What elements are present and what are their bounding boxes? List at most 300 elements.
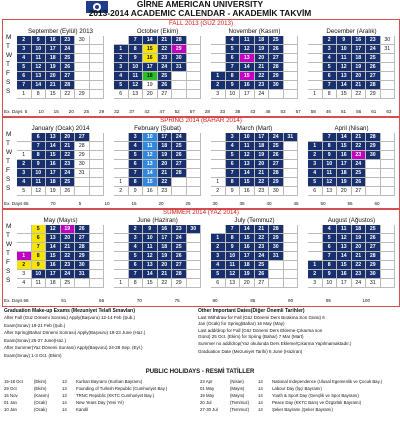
calendar-day-cell: 19 xyxy=(158,252,173,261)
calendar-day-cell: 5 xyxy=(226,45,241,54)
calendar-day-cell xyxy=(75,279,90,288)
calendar-day-cell: 3 xyxy=(17,45,32,54)
calendar-day-cell: 20 xyxy=(158,261,173,270)
calendar-day-cell: 23 xyxy=(255,81,270,90)
calendar-day-cell xyxy=(308,81,323,90)
calendar-day-cell: 1 xyxy=(114,279,129,288)
calendar-day-cell xyxy=(172,81,187,90)
calendar-day-cell: 28 xyxy=(61,81,76,90)
calendar-day-cell: 14 xyxy=(143,270,158,279)
calendar-day-cell: 27 xyxy=(269,54,284,63)
ex-day-count: 95 xyxy=(325,298,331,303)
holiday-num: 14 xyxy=(258,379,263,384)
dates-line: Last Withdraw for Fall (Güz Dönemi Ders Bırakma Son Günü) 6 xyxy=(198,315,325,320)
calendar-day-cell: 19 xyxy=(352,234,367,243)
calendar-day-cell: 30 xyxy=(75,160,90,169)
calendar-day-cell: 5 xyxy=(211,270,226,279)
calendar-day-cell xyxy=(284,279,299,288)
calendar-day-cell: 22 xyxy=(61,90,76,99)
calendar-day-cell xyxy=(114,270,129,279)
calendar-day-cell: 7 xyxy=(226,169,241,178)
calendar-day-cell: 20 xyxy=(352,72,367,81)
calendar-day-cell: 16 xyxy=(143,187,158,196)
calendar-day-cell: 17 xyxy=(158,234,173,243)
calendar-day-cell: 22 xyxy=(255,178,270,187)
calendar-day-cell: 4 xyxy=(323,54,338,63)
calendar-day-cell: 22 xyxy=(61,252,76,261)
holiday-num: 14 xyxy=(258,407,263,412)
calendar-day-cell xyxy=(187,142,202,151)
calendar-day-cell xyxy=(381,63,396,72)
calendar-day-cell: 23 xyxy=(61,261,76,270)
calendar-day-cell: 20 xyxy=(240,279,255,288)
calendar-day-cell xyxy=(90,54,105,63)
calendar-day-cell: 20 xyxy=(158,160,173,169)
calendar-day-cell: 11 xyxy=(240,142,255,151)
calendar-day-cell: 10 xyxy=(32,270,47,279)
ex-day-count: 20 xyxy=(68,109,74,114)
ex-day-count: 38 xyxy=(235,109,241,114)
calendar-day-cell xyxy=(381,243,396,252)
calendar-day-cell: 29 xyxy=(269,72,284,81)
holiday-date: 27-30 Jul xyxy=(200,407,218,412)
calendar-day-cell xyxy=(17,142,32,151)
calendar-day-cell xyxy=(90,45,105,54)
calendar-day-cell: 22 xyxy=(352,142,367,151)
calendar-day-cell xyxy=(187,187,202,196)
holiday-desc: Kandil xyxy=(76,407,88,412)
ex-day-count: 75 xyxy=(174,298,180,303)
calendar-day-cell: 25 xyxy=(61,178,76,187)
calendar-day-cell xyxy=(308,63,323,72)
calendar-day-cell: 31 xyxy=(269,252,284,261)
calendar-day-cell xyxy=(75,187,90,196)
calendar-day-cell: 13 xyxy=(143,261,158,270)
calendar-day-cell: 4 xyxy=(308,169,323,178)
ex-day-count: 40 xyxy=(266,201,272,206)
calendar-day-cell xyxy=(211,160,226,169)
calendar-day-cell xyxy=(114,151,129,160)
calendar-day-cell: 23 xyxy=(61,160,76,169)
calendar-day-cell: 14 xyxy=(337,133,352,142)
calendar-day-cell: 7 xyxy=(129,169,144,178)
calendar-day-cell: 28 xyxy=(75,142,90,151)
calendar-day-cell: 6 xyxy=(129,261,144,270)
calendar-day-cell: 25 xyxy=(269,36,284,45)
calendar-day-cell: 21 xyxy=(352,252,367,261)
calendar-day-cell xyxy=(284,261,299,270)
calendar-day-cell xyxy=(90,151,105,160)
calendar-day-cell xyxy=(172,72,187,81)
calendar-day-cell xyxy=(114,133,129,142)
calendar-day-cell: 21 xyxy=(158,169,173,178)
calendar-day-cell: 10 xyxy=(32,45,47,54)
calendar-day-cell: 30 xyxy=(187,225,202,234)
calendar-day-cell: 1 xyxy=(114,45,129,54)
holiday-row xyxy=(4,406,194,413)
calendar-day-cell: 19 xyxy=(255,151,270,160)
month-grid xyxy=(308,225,395,288)
calendar-day-cell: 29 xyxy=(75,90,90,99)
calendar-day-cell: 6 xyxy=(323,72,338,81)
calendar-day-cell xyxy=(269,90,284,99)
calendar-day-cell: 21 xyxy=(46,81,61,90)
calendar-day-cell: 14 xyxy=(32,81,47,90)
holiday-month: (Ekim) xyxy=(34,379,47,384)
calendar-day-cell: 18 xyxy=(255,142,270,151)
calendar-day-cell: 16 xyxy=(240,243,255,252)
ex-day-count: 58 xyxy=(310,109,316,114)
calendar-day-cell: 6 xyxy=(211,279,226,288)
calendar-day-cell: 11 xyxy=(337,225,352,234)
calendar-day-cell: 27 xyxy=(75,234,90,243)
calendar-day-cell: 8 xyxy=(226,234,241,243)
calendar-day-cell: 28 xyxy=(172,270,187,279)
calendar-day-cell: 29 xyxy=(172,279,187,288)
calendar-day-cell: 1 xyxy=(17,90,32,99)
calendar-day-cell xyxy=(308,243,323,252)
calendar-day-cell: 19 xyxy=(46,187,61,196)
graduation-makeup-exams xyxy=(4,308,194,360)
month-name: June (Haziran) xyxy=(137,217,178,224)
calendar-day-cell xyxy=(381,133,396,142)
ex-day-count: 57 xyxy=(295,109,301,114)
calendar-day-cell: 12 xyxy=(240,151,255,160)
calendar-day-cell xyxy=(114,36,129,45)
calendar-day-cell: 23 xyxy=(158,187,173,196)
calendar-day-cell: 8 xyxy=(323,261,338,270)
month-grid xyxy=(211,225,298,288)
holiday-num: 14 xyxy=(62,407,67,412)
calendar-day-cell: 22 xyxy=(255,234,270,243)
calendar-day-cell xyxy=(90,252,105,261)
calendar-day-cell: 17 xyxy=(46,270,61,279)
calendar-day-cell: 26 xyxy=(352,178,367,187)
holiday-month: (Temmuz) xyxy=(230,407,250,412)
calendar-day-cell xyxy=(114,160,129,169)
calendar-day-cell: 23 xyxy=(352,151,367,160)
calendar-day-cell xyxy=(308,252,323,261)
calendar-day-cell xyxy=(284,178,299,187)
holiday-date: 19 May xyxy=(200,393,215,398)
calendar-day-cell: 8 xyxy=(32,151,47,160)
month-name: November (Kasım) xyxy=(228,28,281,35)
day-label: W xyxy=(6,241,13,248)
calendar-day-cell xyxy=(211,63,226,72)
calendar-day-cell: 31 xyxy=(172,63,187,72)
calendar-day-cell: 26 xyxy=(269,151,284,160)
calendar-day-cell xyxy=(381,160,396,169)
calendar-day-cell: 15 xyxy=(46,151,61,160)
calendar-day-cell xyxy=(284,54,299,63)
calendar-day-cell: 9 xyxy=(32,261,47,270)
ex-day-count: 45 xyxy=(293,201,299,206)
calendar-day-cell xyxy=(172,178,187,187)
ex-day-count: 80 xyxy=(212,298,218,303)
holiday-row xyxy=(200,406,396,413)
holiday-desc: National Independence (Ulusal Egemenlik ve Çocuk Bay.) xyxy=(272,379,383,384)
calendar-day-cell: 15 xyxy=(143,178,158,187)
holiday-month: (Temmuz) xyxy=(230,400,250,405)
calendar-day-cell xyxy=(75,178,90,187)
calendar-day-cell: 24 xyxy=(61,270,76,279)
calendar-day-cell: 12 xyxy=(32,63,47,72)
calendar-day-cell: 31 xyxy=(284,133,299,142)
holiday-desc: New Years Day (Yeni Yıl) xyxy=(76,400,124,405)
calendar-day-cell: 7 xyxy=(17,81,32,90)
calendar-day-cell: 23 xyxy=(61,36,76,45)
calendar-day-cell: 24 xyxy=(269,133,284,142)
calendar-day-cell: 26 xyxy=(255,270,270,279)
ex-day-count: 42 xyxy=(144,109,150,114)
calendar-day-cell xyxy=(381,234,396,243)
calendar-day-cell: 21 xyxy=(61,142,76,151)
day-label: M xyxy=(6,34,12,41)
calendar-day-cell: 4 xyxy=(226,36,241,45)
calendar-day-cell xyxy=(90,270,105,279)
calendar-day-cell: 12 xyxy=(143,252,158,261)
calendar-day-cell: 20 xyxy=(352,243,367,252)
calendar-day-cell: 9 xyxy=(323,151,338,160)
calendar-day-cell: 14 xyxy=(240,63,255,72)
holiday-row xyxy=(200,392,396,399)
calendar-day-cell xyxy=(269,261,284,270)
calendar-day-cell: 11 xyxy=(32,178,47,187)
calendar-day-cell xyxy=(308,36,323,45)
calendar-day-cell: 11 xyxy=(240,36,255,45)
day-label: S xyxy=(6,79,11,86)
semester-title: SUMMER 2014 (YAZ 2014) xyxy=(163,209,239,216)
calendar-day-cell: 6 xyxy=(226,160,241,169)
calendar-day-cell xyxy=(90,72,105,81)
day-label: S xyxy=(6,277,11,284)
ex-day-count: 15 xyxy=(131,201,137,206)
calendar-day-cell: 13 xyxy=(129,90,144,99)
calendar-day-cell xyxy=(381,90,396,99)
day-label: T xyxy=(6,232,10,239)
calendar-day-cell: 7 xyxy=(32,243,47,252)
calendar-day-cell: 5 xyxy=(17,187,32,196)
calendar-day-cell: 18 xyxy=(255,36,270,45)
semester-title: SPRING 2014 (BAHAR 2014) xyxy=(160,117,242,124)
calendar-day-cell: 24 xyxy=(61,45,76,54)
calendar-day-cell xyxy=(17,133,32,142)
calendar-day-cell: 30 xyxy=(172,54,187,63)
calendar-day-cell: 18 xyxy=(352,54,367,63)
calendar-day-cell: 11 xyxy=(32,279,47,288)
calendar-day-cell xyxy=(308,54,323,63)
holiday-date: 29 Oct xyxy=(4,386,17,391)
calendar-day-cell: 12 xyxy=(337,63,352,72)
ex-day-count: 51 xyxy=(340,109,347,114)
calendar-day-cell: 13 xyxy=(32,72,47,81)
calendar-day-cell: 25 xyxy=(61,279,76,288)
makeup-line: After Summer(Yaz Dönemi Sonrası) Apply(Başvuru) 24-28 Sep. (Eyl.) xyxy=(4,345,143,350)
calendar-day-cell xyxy=(17,234,32,243)
public-holidays-title: PUBLIC HOLIDAYS - RESMİ TATİLLER xyxy=(145,369,255,375)
calendar-day-cell: 14 xyxy=(143,36,158,45)
calendar-day-cell: 30 xyxy=(269,187,284,196)
calendar-day-cell: 31 xyxy=(366,279,381,288)
calendar-day-cell: 27 xyxy=(172,261,187,270)
calendar-title: 2013-2014 ACADEMIC CALENDAR - AKADEMİK TAKVİM xyxy=(88,8,312,18)
calendar-day-cell xyxy=(90,178,105,187)
calendar-day-cell: 7 xyxy=(323,252,338,261)
calendar-day-cell: 29 xyxy=(269,234,284,243)
calendar-day-cell: 1 xyxy=(308,261,323,270)
calendar-day-cell: 3 xyxy=(17,270,32,279)
ex-day-count: 32 xyxy=(114,109,120,114)
calendar-day-cell: 9 xyxy=(32,36,47,45)
calendar-day-cell xyxy=(381,187,396,196)
calendar-day-cell xyxy=(284,63,299,72)
calendar-day-cell xyxy=(284,45,299,54)
holiday-row xyxy=(200,378,396,385)
month-grid xyxy=(17,36,104,99)
calendar-day-cell: 18 xyxy=(337,169,352,178)
month-name: March (Mart) xyxy=(236,125,273,132)
calendar-day-cell: 10 xyxy=(143,133,158,142)
calendar-day-cell: 8 xyxy=(129,45,144,54)
ex-day-count: 61 xyxy=(61,298,67,303)
ex-day-count: 43 xyxy=(250,109,256,114)
month-name: October (Ekim) xyxy=(136,28,179,35)
ex-day-count: 37 xyxy=(129,109,135,114)
calendar-day-cell xyxy=(308,234,323,243)
calendar-day-cell: 30 xyxy=(366,151,381,160)
calendar-day-cell xyxy=(366,160,381,169)
ex-days-label: Ex. Days xyxy=(4,298,23,303)
calendar-day-cell: 10 xyxy=(240,133,255,142)
holiday-month: (Mayıs) xyxy=(230,386,245,391)
dates-line: Summer no add/drop(Yaz okulunda Ders Ekleme/Çıkarma Yapılmamaktadır.) xyxy=(198,341,352,346)
calendar-day-cell xyxy=(269,279,284,288)
calendar-day-cell: 9 xyxy=(129,54,144,63)
university-name: GİRNE AMERICAN UNIVERSITY xyxy=(136,0,264,9)
calendar-day-cell: 1 xyxy=(211,178,226,187)
calendar-day-cell: 26 xyxy=(61,187,76,196)
calendar-day-cell: 7 xyxy=(323,133,338,142)
calendar-day-cell xyxy=(211,45,226,54)
calendar-day-cell: 3 xyxy=(211,252,226,261)
calendar-day-cell: 24 xyxy=(172,234,187,243)
day-label: F xyxy=(6,259,10,266)
calendar-day-cell: 23 xyxy=(158,54,173,63)
month-grid xyxy=(308,133,395,196)
day-label: S xyxy=(6,88,11,95)
calendar-day-cell: 22 xyxy=(158,279,173,288)
calendar-day-cell: 3 xyxy=(129,234,144,243)
calendar-day-cell xyxy=(366,178,381,187)
calendar-day-cell: 11 xyxy=(337,54,352,63)
day-label: F xyxy=(6,70,10,77)
calendar-day-cell: 14 xyxy=(240,225,255,234)
calendar-day-cell: 3 xyxy=(323,45,338,54)
calendar-day-cell: 19 xyxy=(46,63,61,72)
calendar-day-cell: 21 xyxy=(158,270,173,279)
calendar-day-cell: 15 xyxy=(337,142,352,151)
calendar-day-cell xyxy=(114,243,129,252)
calendar-day-cell: 27 xyxy=(172,160,187,169)
month-grid xyxy=(114,225,201,288)
holiday-month: (Kasım) xyxy=(34,393,50,398)
calendar-day-cell xyxy=(114,142,129,151)
calendar-day-cell: 20 xyxy=(255,54,270,63)
calendar-day-cell xyxy=(381,81,396,90)
ex-day-count: 70 xyxy=(136,298,142,303)
calendar-day-cell: 15 xyxy=(240,72,255,81)
calendar-day-cell: 12 xyxy=(46,225,61,234)
calendar-day-cell: 18 xyxy=(46,279,61,288)
calendar-day-cell: 4 xyxy=(17,54,32,63)
calendar-day-cell xyxy=(284,72,299,81)
calendar-day-cell: 3 xyxy=(129,133,144,142)
calendar-day-cell: 1 xyxy=(17,151,32,160)
calendar-day-cell: 24 xyxy=(61,169,76,178)
month-grid xyxy=(211,36,298,99)
calendar-day-cell: 22 xyxy=(255,72,270,81)
calendar-day-cell xyxy=(187,36,202,45)
calendar-day-cell: 1 xyxy=(114,178,129,187)
month-grid xyxy=(114,133,201,196)
calendar-day-cell: 2 xyxy=(17,261,32,270)
calendar-day-cell xyxy=(75,45,90,54)
makeup-heading: Graduation Make-up Exams (Mezuniyet Telafi Sınavları) xyxy=(4,308,136,314)
calendar-day-cell xyxy=(90,63,105,72)
day-label: S xyxy=(6,176,11,183)
calendar-day-cell xyxy=(284,142,299,151)
calendar-day-cell: 2 xyxy=(211,243,226,252)
holiday-num: 14 xyxy=(258,386,263,391)
calendar-day-cell xyxy=(211,151,226,160)
calendar-day-cell: 29 xyxy=(269,178,284,187)
calendar-day-cell xyxy=(381,72,396,81)
calendar-day-cell: 7 xyxy=(129,270,144,279)
calendar-day-cell: 16 xyxy=(337,270,352,279)
day-label: T xyxy=(6,61,10,68)
calendar-day-cell xyxy=(308,72,323,81)
calendar-day-cell: 14 xyxy=(46,243,61,252)
ex-days-label: Ex. Days xyxy=(4,201,23,206)
calendar-day-cell: 11 xyxy=(129,72,144,81)
holiday-date: 15 Nov xyxy=(4,393,18,398)
calendar-day-cell xyxy=(75,81,90,90)
calendar-day-cell: 29 xyxy=(366,261,381,270)
calendar-day-cell xyxy=(284,160,299,169)
calendar-day-cell: 6 xyxy=(226,54,241,63)
holiday-num: 13 xyxy=(62,393,67,398)
calendar-day-cell: 9 xyxy=(143,225,158,234)
holiday-date: 23 Apr xyxy=(200,379,213,384)
ex-day-count: 46 xyxy=(325,109,331,114)
calendar-day-cell: 24 xyxy=(255,90,270,99)
calendar-day-cell: 30 xyxy=(269,81,284,90)
holiday-num: 14 xyxy=(62,400,67,405)
calendar-day-cell: 31 xyxy=(75,270,90,279)
calendar-day-cell: 26 xyxy=(366,234,381,243)
holidays-left-list xyxy=(4,378,194,413)
calendar-day-cell xyxy=(308,133,323,142)
calendar-day-cell xyxy=(114,252,129,261)
calendar-day-cell: 15 xyxy=(143,279,158,288)
calendar-day-cell: 12 xyxy=(32,187,47,196)
dates-line: Last add/drop for Fall (Güz Dönemi Ders Ekleme-Çıkarma son xyxy=(198,328,323,333)
calendar-day-cell: 8 xyxy=(323,90,338,99)
calendar-day-cell: 6 xyxy=(17,72,32,81)
calendar-day-cell xyxy=(284,243,299,252)
holiday-month: (Ekim) xyxy=(34,386,47,391)
calendar-day-cell: 3 xyxy=(114,63,129,72)
